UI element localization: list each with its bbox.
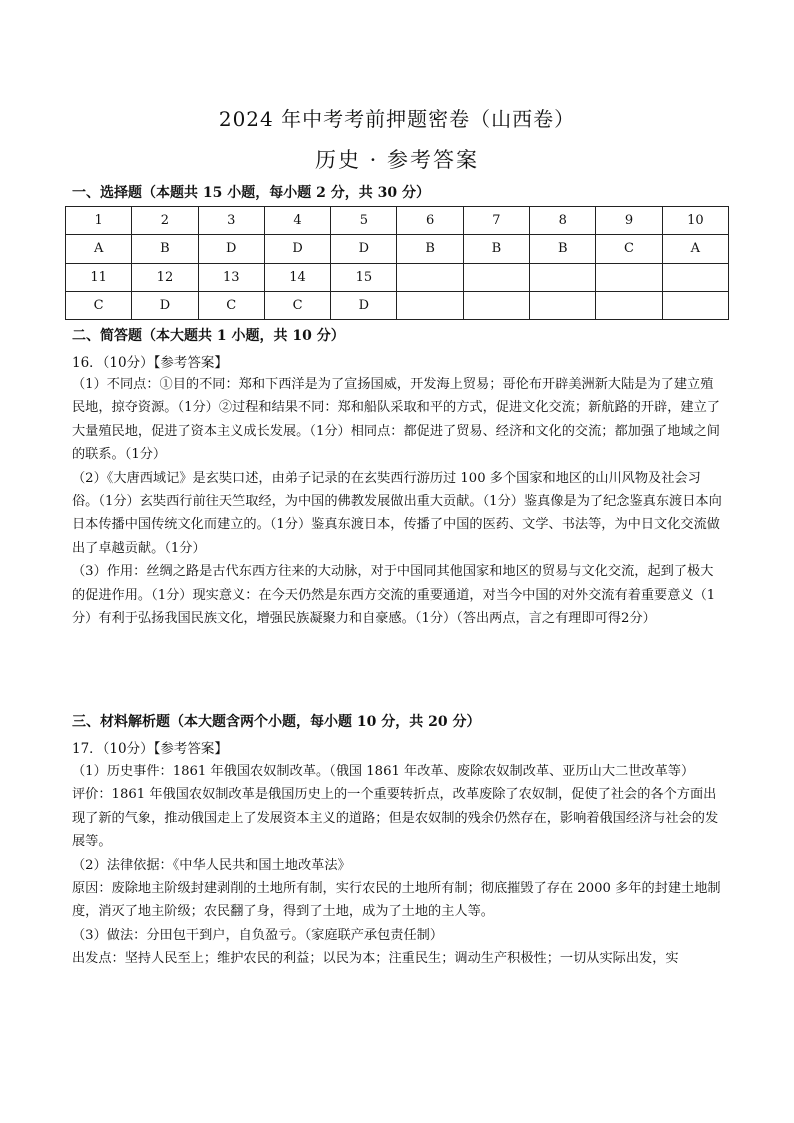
table-cell: D (331, 291, 397, 319)
table-cell: 14 (264, 263, 330, 291)
table-cell: 1 (66, 207, 132, 235)
table-cell: 4 (264, 207, 330, 235)
answer-paragraph: （1）不同点：①目的不同：郑和下西洋是为了宣扬国威，开发海上贸易；哥伦布开辟美洲新大陆是为了建立殖民地，掠夺资源。（1分）②过程和结果不同：郑和船队采取和平的方式，促进文化交流；新航路的开辟，建立了大量殖民地，促进了资本主义成长发展。（1分）相同点：都促进了贸易、经济和文化的交流；都加强了地域之间的联系。（1分） (72, 377, 720, 463)
table-cell (662, 263, 728, 291)
table-cell: D (264, 235, 330, 263)
question-17-heading: 17．（10分）【参考答案】 (72, 741, 228, 757)
table-cell (596, 263, 662, 291)
table-cell (530, 263, 596, 291)
table-cell: 8 (530, 207, 596, 235)
table-cell: 13 (198, 263, 264, 291)
table-cell: D (331, 235, 397, 263)
table-cell: C (596, 235, 662, 263)
answer-paragraph: 原因：废除地主阶级封建剥削的土地所有制，实行农民的土地所有制；彻底摧毁了存在 2000 多年的封建土地制度，消灭了地主阶级；农民翻了身，得到了土地，成为了土地的主人等。 (72, 881, 721, 920)
table-cell: 11 (66, 263, 132, 291)
table-cell: 3 (198, 207, 264, 235)
table-cell: B (397, 235, 463, 263)
answer-paragraph: 评价：1861 年俄国农奴制改革是俄国历史上的一个重要转折点，改革废除了农奴制，促使了社会的各个方面出现了新的气象，推动俄国走上了发展资本主义的道路；但是农奴制的残余仍然存在，影响着俄国经济与社会的发展等。 (72, 787, 719, 850)
question-16-heading: 16．（10分）【参考答案】 (72, 355, 228, 371)
table-cell (530, 291, 596, 319)
table-cell: 9 (596, 207, 662, 235)
page-subtitle: 历史 · 参考答案 (314, 148, 480, 172)
table-cell: 6 (397, 207, 463, 235)
table-cell: 15 (331, 263, 397, 291)
section-1-heading: 一、选择题（本题共 15 小题，每小题 2 分，共 30 分） (72, 185, 430, 201)
table-cell: 7 (463, 207, 529, 235)
table-cell: 5 (331, 207, 397, 235)
table-cell: D (132, 291, 198, 319)
table-row (66, 263, 729, 291)
table-cell: C (66, 291, 132, 319)
question-16-body (72, 373, 724, 630)
page-title: 2024 年中考考前押题密卷（山西卷） (218, 107, 576, 131)
table-row (66, 207, 729, 235)
table-cell: 10 (662, 207, 728, 235)
table-cell: 12 (132, 263, 198, 291)
table-cell: C (198, 291, 264, 319)
answer-paragraph: （3）做法：分田包干到户，自负盈亏。（家庭联产承包责任制） (72, 927, 444, 943)
answer-paragraph: （2）《大唐西域记》是玄奘口述，由弟子记录的在玄奘西行游历过 100 多个国家和地区的山川风物及社会习俗。（1分）玄奘西行前往天竺取经，为中国的佛教发展做出重大贡献。（1分）鉴真像是为了纪念鉴真东渡日本向日本传播中国传统文化而建立的。（1分）鉴真东渡日本，传播了中国的医药、文学、书法等，为中日文化交流做出了卓越贡献。（1分） (72, 470, 722, 556)
answer-paragraph: （1）历史事件：1861 年俄国农奴制改革。（俄国 1861 年改革、废除农奴制改革、亚历山大二世改革等） (72, 764, 695, 779)
table-row (66, 291, 729, 319)
section-3-heading: 三、材料解析题（本大题含两个小题，每小题 10 分，共 20 分） (72, 714, 481, 730)
table-cell (463, 291, 529, 319)
table-row (66, 235, 729, 263)
answer-paragraph: 出发点：坚持人民至上；维护农民的利益；以民为本；注重民生；调动生产积极性；一切从实际出发，实 (72, 951, 679, 967)
table-cell: A (662, 235, 728, 263)
answer-table (65, 206, 729, 320)
section-2-heading: 二、简答题（本大题共 1 小题，共 10 分） (72, 328, 345, 344)
table-cell: B (530, 235, 596, 263)
table-cell (662, 291, 728, 319)
answer-paragraph: （3）作用：丝绸之路是古代东西方往来的大动脉，对于中国同其他国家和地区的贸易与文化交流，起到了极大的促进作用。（1分）现实意义：在今天仍然是东西方交流的重要通道，对当今中国的对外交流有着重要意义（1分）有利于弘扬我国民族文化，增强民族凝聚力和自豪感。（1分）（答出两点，言之有理即可得2分） (72, 564, 716, 627)
table-cell (397, 291, 463, 319)
table-cell: B (132, 235, 198, 263)
table-cell: B (463, 235, 529, 263)
table-cell: D (198, 235, 264, 263)
table-cell (596, 291, 662, 319)
answer-paragraph: （2）法律依据：《中华人民共和国土地改革法》 (72, 857, 351, 873)
table-cell (397, 263, 463, 291)
table-cell: 2 (132, 207, 198, 235)
question-17-body (72, 760, 724, 971)
table-cell: A (66, 235, 132, 263)
table-cell (463, 263, 529, 291)
table-cell: C (264, 291, 330, 319)
